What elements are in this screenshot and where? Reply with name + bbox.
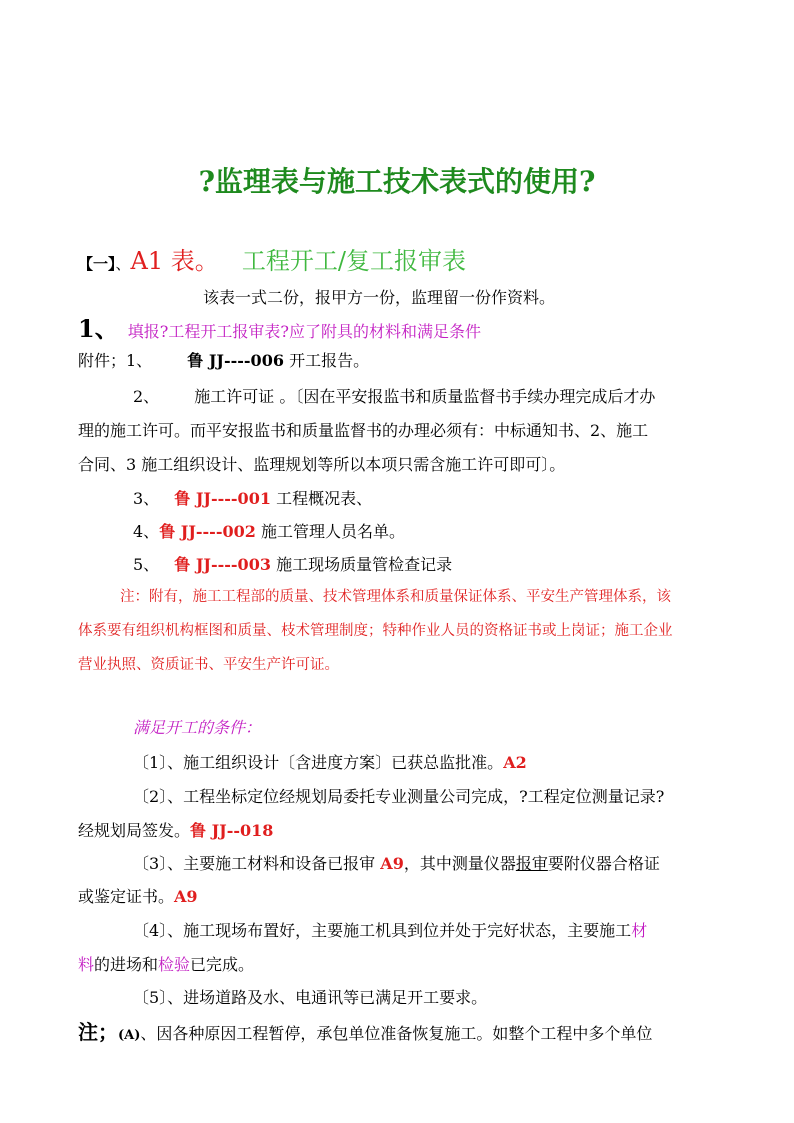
condition-5: 〔5〕、进场道路及水、电通讯等已满足开工要求。 — [133, 988, 488, 1007]
attachment-2-text: 施工许可证 。〔因在平安报监书和质量监督书手续办理完成后才办 — [194, 387, 656, 406]
section-heading — [78, 245, 466, 280]
condition-2-text: 经规划局签发。 — [78, 821, 191, 840]
condition-3-cont: 或鉴定证书。 — [78, 887, 175, 906]
attachment-4 — [133, 521, 405, 543]
condition-4-line-2 — [78, 954, 254, 976]
condition-1-text: 〔1〕、施工组织设计〔含进度方案〕已获总监批准。 — [133, 753, 504, 772]
condition-4-mid: 的进场和 — [94, 955, 159, 974]
attachment-5-number: 5、 — [133, 555, 160, 574]
attachment-3-number: 3、 — [133, 489, 160, 508]
condition-4-end: 已完成。 — [190, 955, 255, 974]
section-bracket: 【一】 — [78, 255, 116, 273]
attachment-2 — [133, 386, 655, 408]
intro-text: 该表一式二份，报甲方一份，监理留一份作资料。 — [203, 288, 556, 307]
condition-1-ref: A2 — [503, 753, 527, 772]
attachment-5-text: 施工现场质量管检查记录 — [276, 555, 453, 574]
attachment-2-cont-1: 理的施工许可。而平安报监书和质量监督书的办理必须有：中标通知书、2、施工 — [78, 421, 649, 440]
condition-3-line-2 — [78, 886, 198, 908]
condition-3-line-1 — [133, 853, 660, 875]
condition-3-post: 要附仪器合格证 — [547, 854, 660, 873]
condition-4-text: 〔4〕、施工现场布置好，主要施工机具到位并处于完好状态，主要施工 — [133, 921, 632, 940]
condition-4-material-1: 材 — [631, 921, 648, 940]
note-line-1: 注：附有，施工工程部的质量、技术管理体系和质量保证体系、平安生产管理体系，该 — [120, 589, 671, 605]
section-sep: 、 — [115, 255, 131, 273]
attachment-2-cont-2: 合同、3 施工组织设计、监理规划等所以本项只需含施工许可即可〕。 — [78, 455, 566, 474]
condition-3-underlined: 报审 — [515, 854, 548, 873]
attachment-4-number: 4、 — [133, 522, 160, 541]
section-code: A1 表。 — [130, 247, 219, 275]
attachment-3-text: 工程概况表、 — [276, 489, 373, 508]
page-title: ?监理表与施工技术表式的使用? — [198, 165, 596, 198]
condition-3-ref-2: A9 — [174, 887, 198, 906]
condition-3-mid: ，其中测量仪器 — [403, 854, 516, 873]
condition-1 — [133, 752, 527, 774]
condition-3-pre: 〔3〕、主要施工材料和设备已报审 — [133, 854, 376, 873]
attachment-5 — [133, 554, 452, 576]
attachment-1-text: 开工报告。 — [289, 351, 370, 370]
note-line-2: 体系要有组织机构框图和质量、枝术管理制度；特种作业人员的资格证书或上岗证；施工企业 — [78, 623, 673, 639]
item-1-heading — [78, 314, 481, 347]
condition-2-line-1: 〔2〕、工程坐标定位经规划局委托专业测量公司完成，?工程定位测量记录? — [133, 787, 665, 806]
attachment-5-code: 鲁 JJ----003 — [174, 555, 271, 574]
attachment-3 — [133, 488, 372, 510]
final-note-label: 注； — [78, 1020, 118, 1044]
attachment-1 — [78, 350, 369, 372]
item-1-text: 填报?工程开工报审表?应了附具的材料和满足条件 — [127, 322, 481, 341]
attachment-4-code: 鲁 JJ----002 — [159, 522, 256, 541]
final-note-text: 、因各种原因工程暂停，承包单位准备恢复施工。如整个工程中多个单位 — [140, 1024, 653, 1043]
conditions-heading: 满足开工的条件： — [133, 718, 262, 737]
condition-2-ref: 鲁 JJ--018 — [190, 821, 274, 840]
final-note — [78, 1018, 652, 1050]
condition-3-ref: A9 — [380, 854, 404, 873]
attachment-1-code: 鲁 JJ----006 — [187, 351, 284, 370]
condition-4-line-1 — [133, 920, 647, 942]
section-name: 工程开工/复工报审表 — [241, 247, 466, 275]
condition-4-material-2: 料 — [78, 955, 95, 974]
final-note-marker: (A) — [118, 1028, 141, 1043]
note-line-3: 营业执照、资质证书、平安生产许可证。 — [78, 657, 339, 673]
attachment-4-text: 施工管理人员名单。 — [260, 522, 405, 541]
attachment-2-number: 2、 — [133, 387, 160, 406]
condition-2-line-2 — [78, 820, 273, 842]
item-1-number: 1、 — [78, 314, 119, 343]
attachment-1-prefix: 附件；1、 — [78, 351, 153, 370]
attachment-3-code: 鲁 JJ----001 — [174, 489, 271, 508]
condition-4-check: 检验 — [158, 955, 191, 974]
